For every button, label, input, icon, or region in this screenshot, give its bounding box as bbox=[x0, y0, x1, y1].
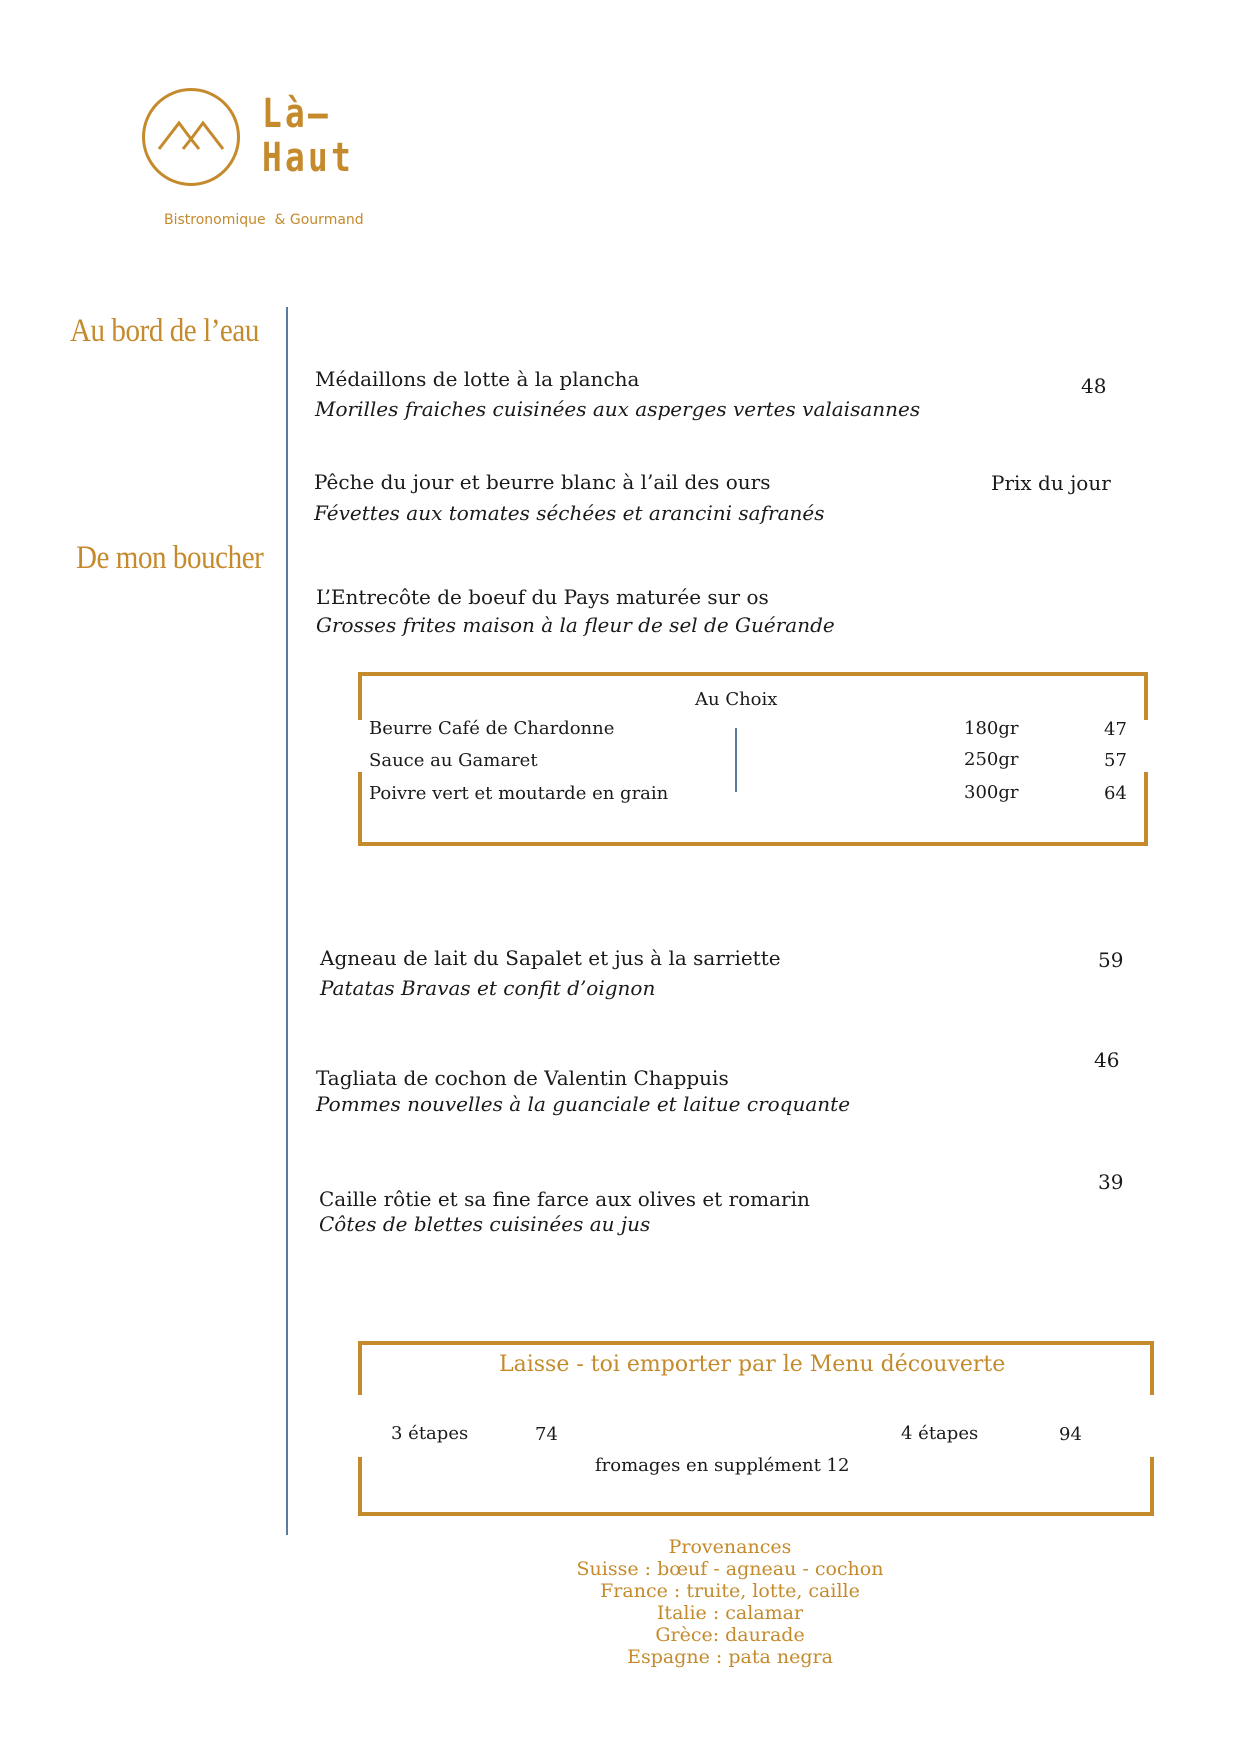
section-heading-butcher: De mon boucher bbox=[76, 540, 264, 576]
provenance-line: Suisse : bœuf - agneau - cochon bbox=[576, 1558, 884, 1580]
discovery-title: Laisse - toi emporter par le Menu découverte bbox=[499, 1352, 1006, 1377]
cheese-supplement: fromages en supplément 12 bbox=[595, 1455, 850, 1476]
discovery-option-price: 74 bbox=[535, 1424, 558, 1445]
dish-price: 48 bbox=[1081, 374, 1107, 398]
dish-description: Morilles fraiches cuisinées aux asperges vertes valaisannes bbox=[315, 397, 921, 421]
brand-tagline: Bistronomique & Gourmand bbox=[164, 212, 364, 228]
logo-mountain-icon bbox=[142, 88, 240, 186]
choice-weight: 180gr bbox=[964, 718, 1019, 739]
dish-description: Grosses frites maison à la fleur de sel de Guérande bbox=[316, 613, 835, 637]
choice-price: 64 bbox=[1104, 783, 1127, 804]
dish-price: 46 bbox=[1094, 1048, 1120, 1072]
dish-description: Févettes aux tomates séchées et arancini safranés bbox=[314, 501, 825, 525]
discovery-option-label: 3 étapes bbox=[391, 1423, 469, 1444]
provenance-line: France : truite, lotte, caille bbox=[600, 1580, 860, 1602]
dish-description: Patatas Bravas et confit d’oignon bbox=[320, 976, 656, 1000]
brand-name: Là— Haut bbox=[262, 91, 355, 181]
discovery-option-label: 4 étapes bbox=[901, 1423, 979, 1444]
dish-price: Prix du jour bbox=[991, 471, 1111, 495]
choice-weight: 300gr bbox=[964, 782, 1019, 803]
section-heading-water: Au bord de l’eau bbox=[70, 313, 259, 349]
dish-description: Pommes nouvelles à la guanciale et laitue croquante bbox=[316, 1092, 851, 1116]
choice-price: 57 bbox=[1104, 750, 1127, 771]
dish-name: Tagliata de cochon de Valentin Chappuis bbox=[316, 1066, 729, 1090]
discovery-option-price: 94 bbox=[1059, 1424, 1082, 1445]
provenance-line: Grèce: daurade bbox=[655, 1624, 805, 1646]
choice-sauce: Poivre vert et moutarde en grain bbox=[369, 783, 669, 804]
choice-sauce: Beurre Café de Chardonne bbox=[369, 718, 615, 739]
dish-name: L’Entrecôte de boeuf du Pays maturée sur os bbox=[316, 585, 769, 609]
choice-weight: 250gr bbox=[964, 749, 1019, 770]
choice-title: Au Choix bbox=[695, 689, 778, 710]
provenance-line: Espagne : pata negra bbox=[627, 1646, 833, 1668]
dish-name: Pêche du jour et beurre blanc à l’ail des ours bbox=[314, 470, 771, 494]
dish-name: Médaillons de lotte à la plancha bbox=[315, 367, 640, 391]
provenance-block bbox=[500, 1536, 960, 1668]
dish-name: Agneau de lait du Sapalet et jus à la sarriette bbox=[320, 946, 781, 970]
vertical-divider bbox=[286, 307, 288, 1535]
choice-divider bbox=[735, 728, 737, 792]
provenance-title: Provenances bbox=[668, 1536, 792, 1558]
dish-price: 59 bbox=[1098, 948, 1124, 972]
choice-sauce: Sauce au Gamaret bbox=[369, 750, 538, 771]
choice-price: 47 bbox=[1104, 719, 1127, 740]
dish-description: Côtes de blettes cuisinées au jus bbox=[319, 1212, 651, 1236]
dish-name: Caille rôtie et sa fine farce aux olives et romarin bbox=[319, 1187, 810, 1211]
provenance-line: Italie : calamar bbox=[656, 1602, 804, 1624]
dish-price: 39 bbox=[1098, 1170, 1124, 1194]
